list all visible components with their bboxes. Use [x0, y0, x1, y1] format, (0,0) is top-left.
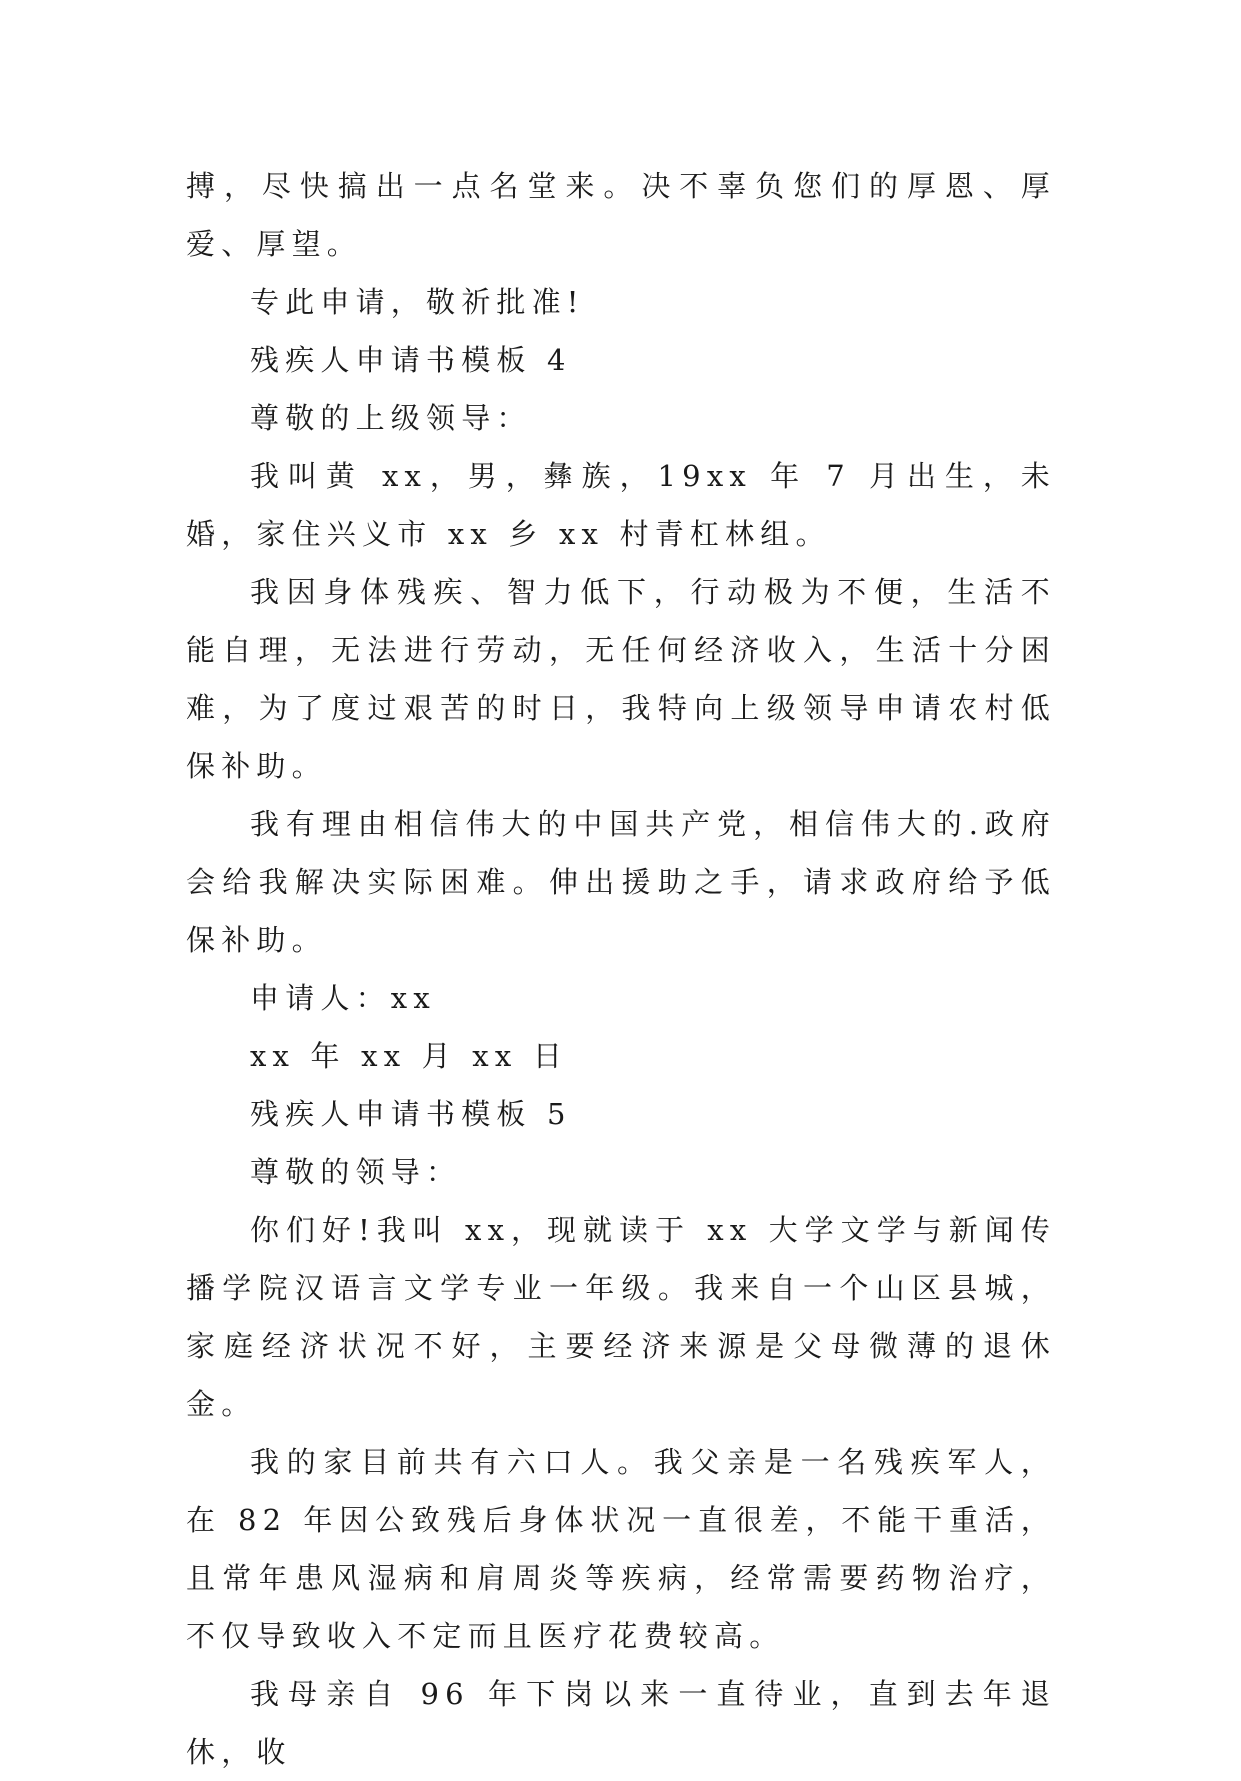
section-title: 残疾人申请书模板 5	[250, 1097, 572, 1131]
paragraph: 我母亲自 96 年下岗以来一直待业，直到去年退休，收	[186, 1677, 1056, 1769]
signature-applicant: 申请人：xx	[250, 981, 436, 1015]
paragraph: 我因身体残疾、智力低下，行动极为不便，生活不能自理，无法进行劳动，无任何经济收入，生活十分困难，为了度过艰苦的时日，我特向上级领导申请农村低保补助。	[186, 575, 1056, 783]
salutation: 尊敬的上级领导：	[250, 401, 532, 435]
paragraph: 你们好!我叫 xx，现就读于 xx 大学文学与新闻传播学院汉语言文学专业一年级。我来自一个山区县城，家庭经济状况不好，主要经济来源是父母微薄的退休金。	[186, 1213, 1056, 1421]
section-title: 残疾人申请书模板 4	[250, 343, 572, 377]
document-body	[186, 157, 1056, 1781]
paragraph: 我叫黄 xx，男，彝族，19xx 年 7 月出生，未婚，家住兴义市 xx 乡 xx 村青杠林组。	[186, 459, 1056, 551]
paragraph: 搏，尽快搞出一点名堂来。决不辜负您们的厚恩、厚爱、厚望。	[186, 169, 1056, 261]
signature-date: xx 年 xx 月 xx 日	[250, 1039, 569, 1073]
paragraph: 专此申请，敬祈批准!	[250, 285, 585, 319]
paragraph: 我有理由相信伟大的中国共产党，相信伟大的.政府会给我解决实际困难。伸出援助之手，请求政府给予低保补助。	[186, 807, 1056, 957]
paragraph: 我的家目前共有六口人。我父亲是一名残疾军人，在 82 年因公致残后身体状况一直很差，不能干重活，且常年患风湿病和肩周炎等疾病，经常需要药物治疗，不仅导致收入不定而且医疗花费较高。	[186, 1445, 1056, 1653]
salutation: 尊敬的领导：	[250, 1155, 462, 1189]
